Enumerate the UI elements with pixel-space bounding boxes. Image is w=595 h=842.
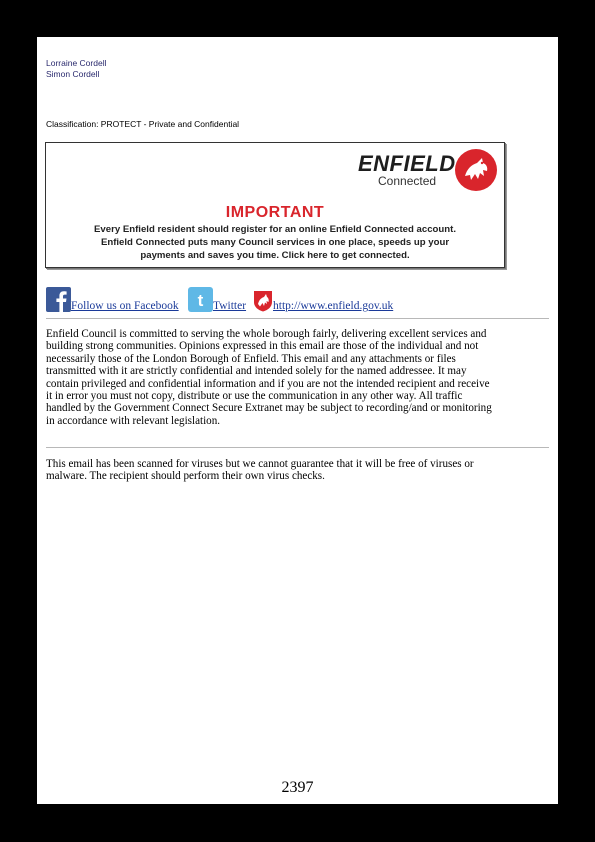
classification-label: Classification: PROTECT - Private and Confidential bbox=[46, 119, 240, 129]
text-line: Enfield Council is committed to serving the whole borough fairly, delivering excellent services and bbox=[46, 328, 487, 340]
banner-line: Enfield Connected puts many Council services in one place, speeds up your bbox=[100, 237, 450, 248]
text-line: malware. The recipient should perform their own virus checks. bbox=[46, 470, 325, 483]
enfield-connected-banner[interactable] bbox=[45, 142, 505, 268]
text-line: in accordance with relevant legislation. bbox=[46, 414, 221, 427]
virus-notice-paragraph bbox=[46, 458, 546, 483]
text-line: handled by the Government Connect Secure Extranet may be subject to recording/and or monitoring bbox=[46, 402, 492, 415]
page-number: 2397 bbox=[281, 779, 314, 796]
text-line: necessarily those of the London Borough of Enfield. This email and any attachments or files bbox=[46, 352, 456, 365]
important-heading: IMPORTANT bbox=[225, 204, 325, 221]
svg-text:t: t bbox=[197, 291, 204, 310]
social-links bbox=[46, 284, 516, 312]
recipient-name: Simon Cordell bbox=[46, 69, 100, 79]
enfield-dragon-logo-icon bbox=[455, 149, 497, 191]
twitter-icon[interactable] bbox=[188, 287, 213, 312]
text-line: transmitted with it are strictly confidential and intended solely for the named addressee. It may bbox=[46, 365, 467, 378]
facebook-link[interactable]: Follow us on Facebook bbox=[71, 300, 179, 312]
text-line: building strong communities. Opinions expressed in this email are those of the individual and not bbox=[46, 340, 479, 353]
disclaimer-paragraph bbox=[46, 328, 546, 427]
enfield-crest-icon[interactable] bbox=[253, 290, 273, 312]
twitter-link[interactable]: Twitter bbox=[213, 300, 247, 312]
divider bbox=[46, 447, 549, 448]
text-line: it in error you must not copy, distribute or use the communication in any other way. All traffic bbox=[46, 390, 463, 403]
document-page bbox=[37, 37, 558, 804]
text-line: contain privileged and confidential information and if you are not the intended recipient and receive bbox=[46, 377, 490, 390]
website-link[interactable]: http://www.enfield.gov.uk bbox=[273, 300, 394, 312]
recipient-names bbox=[46, 58, 106, 80]
logo-wordmark: ENFIELD bbox=[358, 151, 456, 176]
facebook-icon[interactable] bbox=[46, 287, 71, 312]
banner-line: payments and saves you time. Click here to get connected. bbox=[140, 250, 410, 261]
text-line: This email has been scanned for viruses but we cannot guarantee that it will be free of viruses or bbox=[46, 458, 474, 470]
banner-line: Every Enfield resident should register for an online Enfield Connected account. bbox=[94, 224, 456, 235]
logo-subtitle: Connected bbox=[378, 174, 437, 188]
banner-message bbox=[46, 223, 504, 262]
divider bbox=[46, 318, 549, 319]
recipient-name: Lorraine Cordell bbox=[46, 58, 107, 68]
